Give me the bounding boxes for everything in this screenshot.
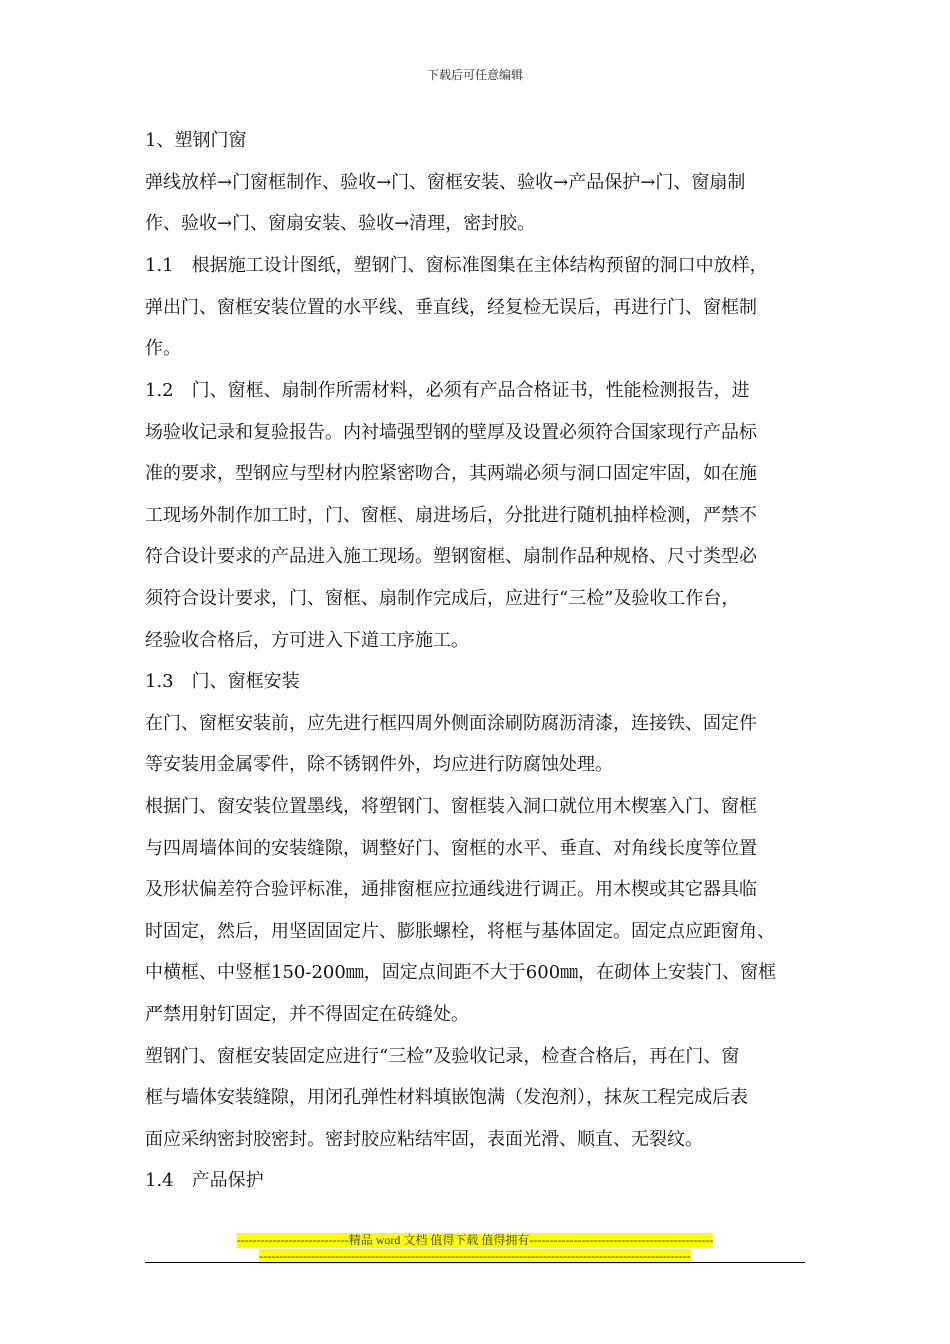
page-header: 下载后可任意编辑 bbox=[426, 68, 523, 82]
text-line: 时固定，然后，用坚固固定片、膨胀螺栓，将框与基体固定。固定点应距窗角、 bbox=[145, 921, 775, 942]
text-line: 塑钢门、窗框安装固定应进行“三检”及验收记录，检查合格后，再在门、窗 bbox=[145, 1046, 740, 1067]
text-line: 等安装用金属零件，除不锈钢件外，均应进行防腐蚀处理。 bbox=[145, 754, 613, 775]
text-line: 符合设计要求的产品进入施工现场。塑钢窗框、扇制作品种规格、尺寸类型必 bbox=[145, 546, 757, 567]
text-line: 根据门、窗安装位置墨线，将塑钢门、窗框装入洞口就位用木楔塞入门、窗框 bbox=[145, 796, 757, 817]
subsection-heading: 1.4 产品保护 bbox=[145, 1170, 264, 1191]
text-line: 面应采纳密封胶密封。密封胶应粘结牢固，表面光滑、顺直、无裂纹。 bbox=[145, 1129, 703, 1150]
text-line: 1.2 门、窗框、扇制作所需材料，必须有产品合格证书，性能检测报告，进 bbox=[145, 380, 750, 401]
text-line: 经验收合格后，方可进入下道工序施工。 bbox=[145, 630, 469, 651]
footer-dash-text: ------------------------------------------------------------------------------------------------------------ bbox=[259, 1249, 691, 1263]
text-line: 1.1 根据施工设计图纸，塑钢门、窗标准图集在主体结构预留的洞口中放样， bbox=[145, 255, 768, 276]
section-heading: 1、塑钢门窗 bbox=[145, 130, 247, 151]
text-line: 严禁用射钉固定，并不得固定在砖缝处。 bbox=[145, 1004, 469, 1025]
text-line: 在门、窗框安装前，应先进行框四周外侧面涂刷防腐沥清漆，连接铁、固定件 bbox=[145, 713, 757, 734]
text-line: 中横框、中竖框150-200㎜，固定点间距不大于600㎜，在砌体上安装门、窗框 bbox=[145, 962, 777, 983]
text-line: 与四周墙体间的安装缝隙，调整好门、窗框的水平、垂直、对角线长度等位置 bbox=[145, 838, 757, 859]
footer-rule bbox=[145, 1262, 805, 1263]
text-line: 工现场外制作加工时，门、窗框、扇进场后，分批进行随机抽样检测，严禁不 bbox=[145, 505, 757, 526]
text-line: 及形状偏差符合验评标准，通排窗框应拉通线进行调正。用木楔或其它器具临 bbox=[145, 879, 757, 900]
text-line: 框与墙体安装缝隙，用闭孔弹性材料填嵌饱满（发泡剂），抹灰工程完成后表 bbox=[145, 1087, 748, 1108]
text-line: 弹出门、窗框安装位置的水平线、垂直线，经复检无误后，再进行门、窗框制 bbox=[145, 297, 757, 318]
text-line: 场验收记录和复验报告。内衬墙强型钢的壁厚及设置必须符合国家现行产品标 bbox=[145, 422, 757, 443]
footer-promo-text: ----------------------------精品 word 文档 值得下载 值得拥有---------------------------------------------- bbox=[236, 1233, 714, 1247]
text-line: 弹线放样→门窗框制作、验收→门、窗框安装、验收→产品保护→门、窗扇制 bbox=[145, 172, 746, 193]
text-line: 须符合设计要求，门、窗框、扇制作完成后，应进行“三检”及验收工作台， bbox=[145, 588, 740, 609]
text-line: 作、验收→门、窗扇安装、验收→清理，密封胶。 bbox=[145, 213, 536, 234]
subsection-heading: 1.3 门、窗框安装 bbox=[145, 671, 300, 692]
text-line: 准的要求，型钢应与型材内腔紧密吻合，其两端必须与洞口固定牢固，如在施 bbox=[145, 463, 757, 484]
text-line: 作。 bbox=[145, 338, 181, 359]
